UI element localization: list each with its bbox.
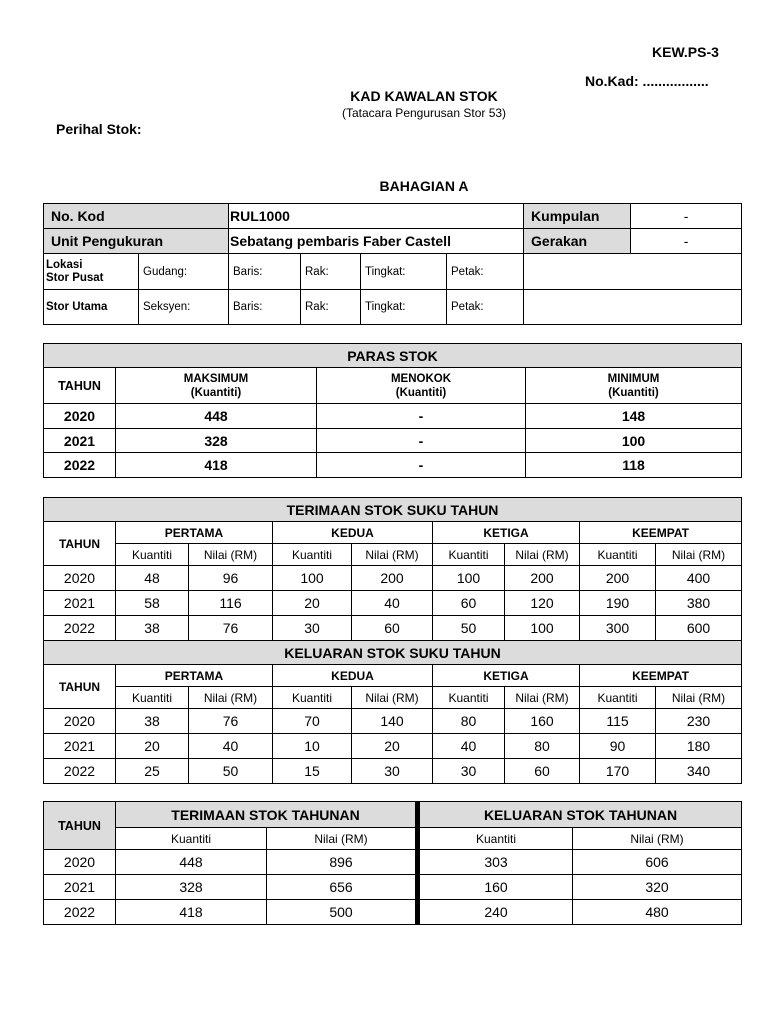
tahun-cell: 2022	[44, 900, 116, 925]
value-cell: 50	[189, 759, 273, 784]
card-number: No.Kad: .................	[585, 73, 709, 89]
value-cell: 200	[352, 566, 433, 591]
terimaan-tahunan-title: TERIMAAN STOK TAHUNAN	[116, 802, 418, 828]
tahun-cell: 2021	[44, 429, 116, 453]
value-cell: 40	[433, 734, 505, 759]
value-cell: 20	[352, 734, 433, 759]
table-row	[44, 453, 742, 478]
pertama-header: PERTAMA	[116, 665, 273, 687]
value-cell: 606	[573, 850, 742, 875]
paras-stok-title: PARAS STOK	[44, 344, 742, 368]
value-cell: 320	[573, 875, 742, 900]
value-cell: 30	[352, 759, 433, 784]
maksimum-cell: 448	[116, 404, 317, 429]
table-row	[44, 404, 742, 429]
section-title: BAHAGIAN A	[379, 178, 469, 194]
value-cell: 20	[116, 734, 189, 759]
maksimum-cell: 328	[116, 429, 317, 453]
value-cell: 48	[116, 566, 189, 591]
no-kod-value: RUL1000	[229, 204, 524, 229]
table-row	[44, 850, 742, 875]
value-cell: 200	[580, 566, 656, 591]
nilai-header: Nilai (RM)	[267, 828, 418, 850]
kuantiti-header: Kuantiti	[418, 828, 573, 850]
tahun-cell: 2022	[44, 616, 116, 641]
tingkat-field: Tingkat:	[361, 254, 447, 290]
kuantiti-header: Kuantiti	[116, 544, 189, 566]
value-cell: 25	[116, 759, 189, 784]
value-cell: 60	[505, 759, 580, 784]
tahunan-table	[43, 801, 742, 925]
value-cell: 380	[656, 591, 742, 616]
table-row	[44, 875, 742, 900]
menokok-cell: -	[317, 429, 526, 453]
page-subtitle: (Tatacara Pengurusan Stor 53)	[341, 106, 507, 120]
petak-field: Petak:	[447, 290, 524, 325]
tahun-cell: 2022	[44, 759, 116, 784]
value-cell: 160	[505, 709, 580, 734]
tahun-cell: 2020	[44, 709, 116, 734]
kumpulan-value: -	[631, 204, 742, 229]
value-cell: 58	[116, 591, 189, 616]
nilai-header: Nilai (RM)	[505, 544, 580, 566]
value-cell: 300	[580, 616, 656, 641]
empty-cell	[524, 290, 742, 325]
value-cell: 10	[273, 734, 352, 759]
rak-field: Rak:	[301, 290, 361, 325]
value-cell: 116	[189, 591, 273, 616]
seksyen-field: Seksyen:	[139, 290, 229, 325]
tahun-header: TAHUN	[44, 522, 116, 566]
tahun-cell: 2021	[44, 734, 116, 759]
rak-field: Rak:	[301, 254, 361, 290]
keempat-header: KEEMPAT	[580, 665, 742, 687]
value-cell: 480	[573, 900, 742, 925]
keluaran-suku-title: KELUARAN STOK SUKU TAHUN	[44, 641, 742, 665]
maksimum-header	[116, 368, 317, 404]
kuantiti-header: Kuantiti	[580, 687, 656, 709]
gudang-field: Gudang:	[139, 254, 229, 290]
minimum-cell: 148	[526, 404, 742, 429]
kedua-header: KEDUA	[273, 522, 433, 544]
tahun-cell: 2020	[44, 850, 116, 875]
value-cell: 200	[505, 566, 580, 591]
value-cell: 60	[433, 591, 505, 616]
kuantiti-header: Kuantiti	[273, 687, 352, 709]
unit-pengukuran-value: Sebatang pembaris Faber Castell	[229, 229, 524, 254]
suku-tahun-table	[43, 497, 742, 784]
tahun-cell: 2021	[44, 875, 116, 900]
stor-pusat-label: Stor Pusat	[46, 271, 104, 284]
baris-field: Baris:	[229, 290, 301, 325]
menokok-label: MENOKOK	[390, 372, 452, 385]
table-row	[44, 709, 742, 734]
value-cell: 100	[505, 616, 580, 641]
kuantiti-label: (Kuantiti)	[395, 386, 447, 399]
gerakan-label: Gerakan	[524, 229, 631, 254]
value-cell: 400	[656, 566, 742, 591]
minimum-cell: 118	[526, 453, 742, 478]
paras-stok-table	[43, 343, 742, 478]
keempat-header: KEEMPAT	[580, 522, 742, 544]
kuantiti-header: Kuantiti	[273, 544, 352, 566]
kuantiti-header: Kuantiti	[433, 687, 505, 709]
kuantiti-label: (Kuantiti)	[190, 386, 242, 399]
value-cell: 120	[505, 591, 580, 616]
ketiga-header: KETIGA	[433, 522, 580, 544]
value-cell: 170	[580, 759, 656, 784]
value-cell: 328	[116, 875, 267, 900]
value-cell: 80	[433, 709, 505, 734]
kuantiti-label: (Kuantiti)	[608, 386, 659, 399]
unit-pengukuran-label: Unit Pengukuran	[44, 229, 229, 254]
gerakan-value: -	[631, 229, 742, 254]
value-cell: 140	[352, 709, 433, 734]
page-title: KAD KAWALAN STOK	[350, 88, 498, 104]
no-kod-label: No. Kod	[44, 204, 229, 229]
value-cell: 60	[352, 616, 433, 641]
nilai-header: Nilai (RM)	[573, 828, 742, 850]
table-row	[44, 591, 742, 616]
table-row	[44, 734, 742, 759]
tahun-header: TAHUN	[44, 802, 116, 850]
table-row	[44, 429, 742, 453]
tahun-header: TAHUN	[44, 368, 116, 404]
nilai-header: Nilai (RM)	[352, 687, 433, 709]
tahun-cell: 2020	[44, 566, 116, 591]
menokok-cell: -	[317, 453, 526, 478]
value-cell: 160	[418, 875, 573, 900]
value-cell: 115	[580, 709, 656, 734]
value-cell: 230	[656, 709, 742, 734]
stor-utama-label: Stor Utama	[44, 290, 139, 325]
lokasi-label: Lokasi	[46, 258, 83, 271]
maksimum-label: MAKSIMUM	[183, 372, 249, 385]
menokok-cell: -	[317, 404, 526, 429]
baris-field: Baris:	[229, 254, 301, 290]
lokasi-stor-pusat-label	[44, 254, 139, 290]
value-cell: 96	[189, 566, 273, 591]
value-cell: 40	[352, 591, 433, 616]
nilai-header: Nilai (RM)	[505, 687, 580, 709]
value-cell: 76	[189, 616, 273, 641]
value-cell: 90	[580, 734, 656, 759]
value-cell: 30	[273, 616, 352, 641]
tingkat-field: Tingkat:	[361, 290, 447, 325]
value-cell: 500	[267, 900, 418, 925]
kedua-header: KEDUA	[273, 665, 433, 687]
table-row	[44, 900, 742, 925]
table-row	[44, 759, 742, 784]
kuantiti-header: Kuantiti	[116, 687, 189, 709]
value-cell: 340	[656, 759, 742, 784]
value-cell: 40	[189, 734, 273, 759]
nilai-header: Nilai (RM)	[189, 687, 273, 709]
value-cell: 448	[116, 850, 267, 875]
tahun-cell: 2021	[44, 591, 116, 616]
value-cell: 30	[433, 759, 505, 784]
petak-field: Petak:	[447, 254, 524, 290]
value-cell: 20	[273, 591, 352, 616]
value-cell: 418	[116, 900, 267, 925]
value-cell: 896	[267, 850, 418, 875]
ketiga-header: KETIGA	[433, 665, 580, 687]
perihal-stok-label: Perihal Stok:	[56, 121, 142, 137]
terimaan-suku-title: TERIMAAN STOK SUKU TAHUN	[44, 498, 742, 522]
empty-cell	[524, 254, 742, 290]
value-cell: 70	[273, 709, 352, 734]
kuantiti-header: Kuantiti	[580, 544, 656, 566]
value-cell: 76	[189, 709, 273, 734]
value-cell: 50	[433, 616, 505, 641]
value-cell: 240	[418, 900, 573, 925]
keluaran-tahunan-title: KELUARAN STOK TAHUNAN	[418, 802, 742, 828]
value-cell: 38	[116, 616, 189, 641]
value-cell: 100	[433, 566, 505, 591]
kumpulan-label: Kumpulan	[524, 204, 631, 229]
nilai-header: Nilai (RM)	[656, 687, 742, 709]
form-code: KEW.PS-3	[652, 44, 719, 60]
kuantiti-header: Kuantiti	[433, 544, 505, 566]
value-cell: 600	[656, 616, 742, 641]
nilai-header: Nilai (RM)	[352, 544, 433, 566]
tahun-cell: 2022	[44, 453, 116, 478]
table-row	[44, 616, 742, 641]
value-cell: 80	[505, 734, 580, 759]
minimum-label: MINIMUM	[607, 372, 660, 385]
menokok-header	[317, 368, 526, 404]
maksimum-cell: 418	[116, 453, 317, 478]
kuantiti-header: Kuantiti	[116, 828, 267, 850]
value-cell: 303	[418, 850, 573, 875]
value-cell: 656	[267, 875, 418, 900]
value-cell: 38	[116, 709, 189, 734]
value-cell: 100	[273, 566, 352, 591]
minimum-header	[526, 368, 742, 404]
value-cell: 180	[656, 734, 742, 759]
nilai-header: Nilai (RM)	[189, 544, 273, 566]
tahun-cell: 2020	[44, 404, 116, 429]
table-row	[44, 566, 742, 591]
part-a-table	[43, 203, 742, 325]
pertama-header: PERTAMA	[116, 522, 273, 544]
tahun-header: TAHUN	[44, 665, 116, 709]
minimum-cell: 100	[526, 429, 742, 453]
value-cell: 190	[580, 591, 656, 616]
value-cell: 15	[273, 759, 352, 784]
nilai-header: Nilai (RM)	[656, 544, 742, 566]
